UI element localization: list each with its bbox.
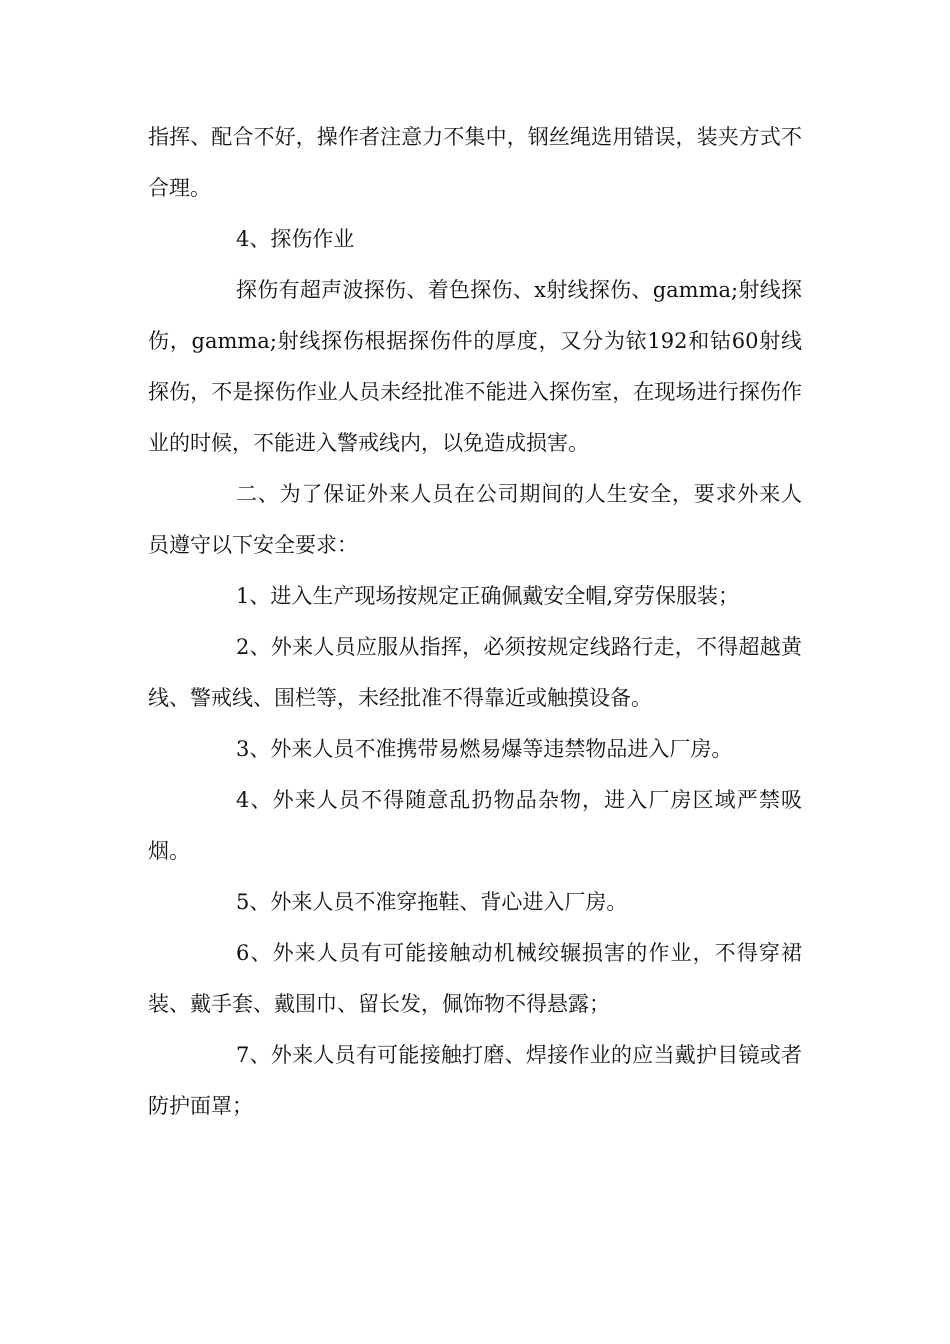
list-item-3: 3、外来人员不准携带易燃易爆等违禁物品进入厂房。: [236, 737, 733, 761]
paragraph-flaw-detection: 探伤有超声波探伤、着色探伤、x射线探伤、gamma;射线探伤，gamma;射线探伤根据探伤件的厚度，又分为铱192和钴60射线探伤，不是探伤作业人员未经批准不能进入探伤室，在现场进行探伤作业的时候，不能进入警戒线内，以免造成损害。: [148, 278, 802, 455]
list-item-7: 7、外来人员有可能接触打磨、焊接作业的应当戴护目镜或者防护面罩；: [148, 1043, 802, 1118]
list-item-2: 2、外来人员应服从指挥，必须按规定线路行走，不得超越黄线、警戒线、围栏等，未经批准不得靠近或触摸设备。: [148, 635, 802, 710]
section-heading-flaw-detection: 4、探伤作业: [236, 227, 355, 251]
list-item-5: 5、外来人员不准穿拖鞋、背心进入厂房。: [236, 890, 628, 914]
list-item-1: 1、进入生产现场按规定正确佩戴安全帽,穿劳保服装；: [236, 584, 740, 608]
section-heading-visitor-safety: 二、为了保证外来人员在公司期间的人生安全，要求外来人员遵守以下安全要求：: [148, 482, 802, 557]
document-body: [148, 112, 802, 1132]
list-item-4: 4、外来人员不得随意乱扔物品杂物，进入厂房区域严禁吸烟。: [148, 788, 802, 863]
list-item-6: 6、外来人员有可能接触动机械绞辗损害的作业，不得穿裙装、戴手套、戴围巾、留长发，佩饰物不得悬露；: [148, 941, 802, 1016]
paragraph-continued: 指挥、配合不好，操作者注意力不集中，钢丝绳选用错误，装夹方式不合理。: [148, 125, 802, 200]
